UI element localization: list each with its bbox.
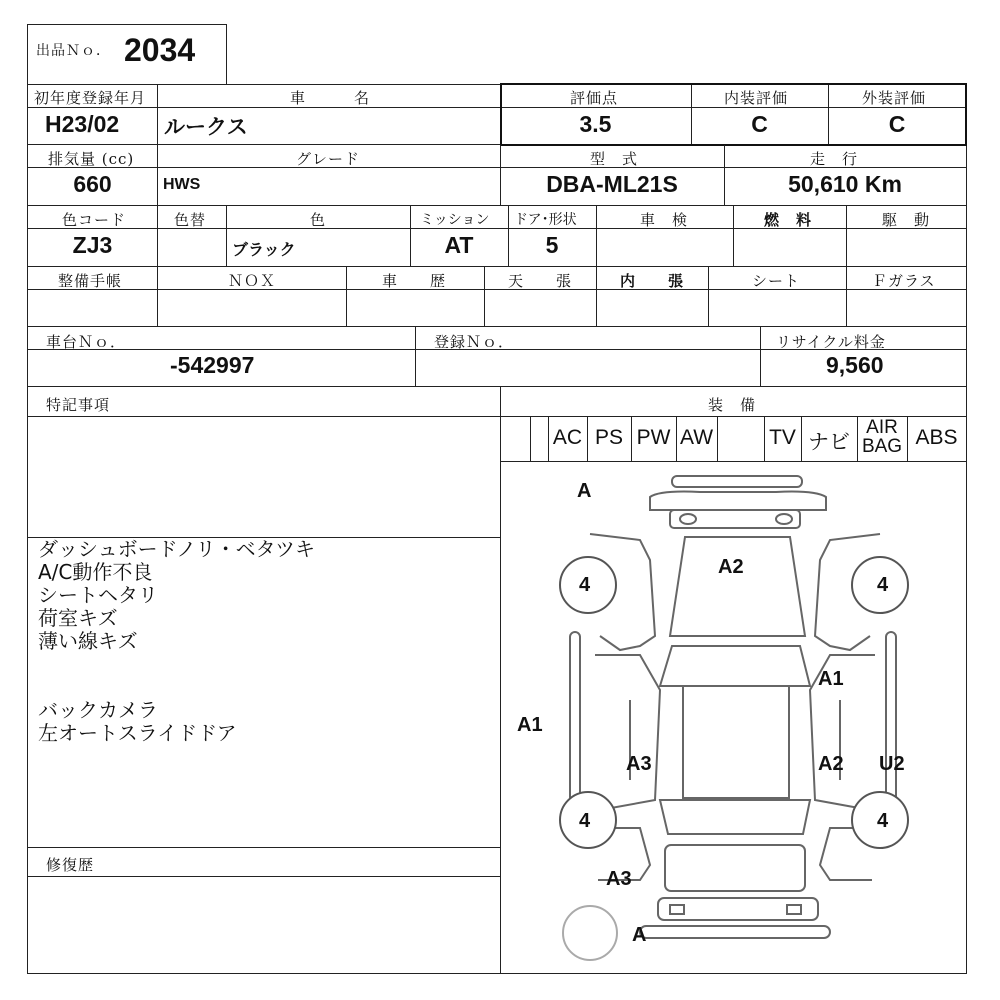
history-label: 車 歴 (382, 272, 447, 290)
mark-left-front-tire: 4 (579, 574, 591, 596)
mark-front: A (577, 480, 592, 502)
equipment-item: ナビ (808, 431, 850, 454)
equipment-item: AC (552, 426, 583, 449)
mission-value: AT (444, 232, 474, 258)
equipment-item: AIR BAG (861, 417, 903, 457)
repaint-label: 色替 (174, 211, 207, 229)
mark-right-rear-door: A2 (818, 753, 844, 775)
lot-number-value: 2034 (124, 32, 196, 68)
equipment-item: ABS (915, 426, 958, 449)
inspection-label: 車 検 (640, 211, 689, 229)
mark-hood: A2 (718, 556, 744, 578)
mileage-value: 50,610 Km (788, 171, 902, 197)
glass-label: Ｆガラス (872, 272, 936, 290)
roof-label: 天 張 (508, 272, 573, 290)
equipment-item: TV (769, 426, 796, 449)
drive-label: 駆 動 (882, 211, 931, 229)
seat-label: シート (752, 272, 801, 290)
mark-right-rear-tire: 4 (877, 810, 889, 832)
interior-value: C (751, 111, 768, 137)
name-label: 車 名 (290, 89, 371, 107)
notes-label: 特記事項 (46, 396, 111, 414)
door-label: ドア･形状 (514, 212, 577, 228)
year-label: 初年度登録年月 (34, 89, 147, 107)
displacement-value: 660 (73, 171, 112, 197)
year-value: H23/02 (45, 111, 120, 137)
chassis-label: 車台Ｎｏ． (46, 333, 127, 351)
exterior-value: C (888, 111, 906, 137)
note-line: 左オートスライドドア (38, 721, 237, 745)
note-line: バックカメラ (38, 698, 158, 722)
grade-value: HWS (163, 176, 201, 193)
mark-right-rear: U2 (879, 753, 905, 775)
note-line: 薄い線キズ (38, 629, 138, 653)
lot-number-label: 出品Ｎｏ． (36, 43, 111, 59)
mark-right-front-door: A1 (818, 668, 844, 690)
registration-label: 登録Ｎｏ． (434, 333, 515, 351)
maintenance-label: 整備手帳 (58, 272, 123, 290)
color-label: 色 (310, 211, 327, 229)
mark-rear-left: A3 (606, 868, 632, 890)
vehicle-damage-diagram (501, 462, 966, 973)
nox-label: ＮＯＸ (228, 272, 277, 290)
chassis-value: -542997 (170, 352, 255, 378)
note-line: ダッシュボードノリ・ベタツキ (38, 537, 315, 561)
mileage-label: 走 行 (810, 150, 859, 168)
repair-history-label: 修復歴 (46, 856, 95, 874)
equipment-item: PS (594, 426, 623, 449)
mark-left-rear-tire: 4 (579, 810, 591, 832)
mark-right-front-tire: 4 (877, 574, 889, 596)
grade-label: グレード (296, 150, 361, 168)
model-value: DBA-ML21S (546, 171, 678, 197)
recycle-value: 9,560 (826, 352, 884, 378)
mission-label: ミッション (420, 212, 490, 228)
score-label: 評価点 (570, 89, 619, 107)
model-label: 型 式 (590, 150, 639, 168)
mark-left-side: A1 (517, 714, 543, 736)
interior-trim-label: 内 張 (620, 272, 685, 290)
note-line: シートヘタリ (38, 583, 158, 607)
equipment-label: 装 備 (708, 396, 757, 414)
equipment-item: PW (636, 426, 671, 449)
recycle-label: リサイクル料金 (776, 333, 886, 351)
score-value: 3.5 (579, 111, 612, 137)
color-value: ブラック (232, 242, 296, 259)
note-line: 荷室キズ (38, 606, 118, 630)
equipment-item: AW (679, 426, 714, 449)
color-code-label: 色コード (62, 211, 127, 229)
displacement-label: 排気量 (cc) (48, 150, 135, 168)
exterior-label: 外装評価 (862, 89, 927, 107)
fuel-label: 燃 料 (764, 211, 813, 229)
name-value: ルークス (164, 116, 248, 139)
note-line: A/C動作不良 (38, 560, 153, 584)
mark-left-rear-panel: A3 (626, 753, 652, 775)
mark-rear: A (632, 924, 647, 946)
interior-label: 内装評価 (724, 89, 789, 107)
door-value: 5 (545, 232, 559, 258)
color-code-value: ZJ3 (72, 232, 113, 258)
